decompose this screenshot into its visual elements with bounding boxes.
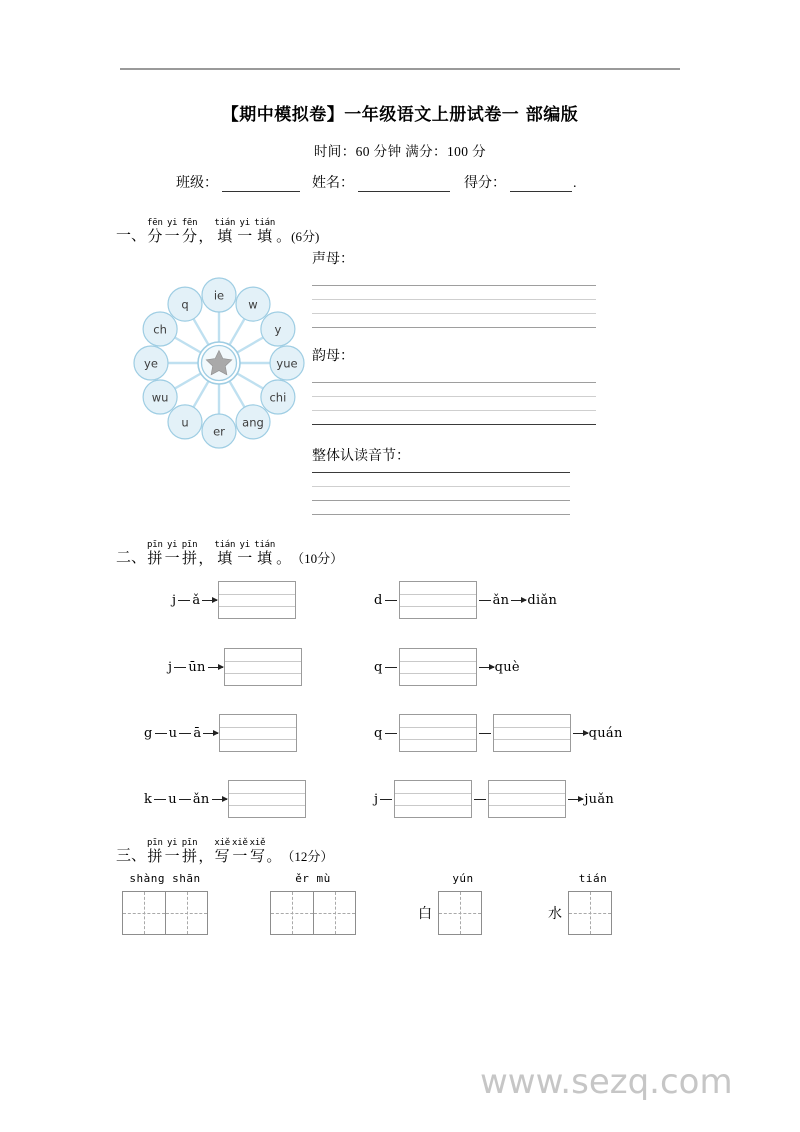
spell-row-1-right bbox=[374, 581, 557, 619]
answer-lines-whole-syllables[interactable] bbox=[312, 472, 570, 515]
exam-subtitle: 时间：60 分钟 满分：100 分 bbox=[313, 144, 487, 159]
spell-r4c2-result: juǎn bbox=[584, 791, 615, 807]
wheel-node-label: y bbox=[274, 322, 282, 337]
section-3-comma: ， bbox=[198, 849, 214, 865]
pinyin-answer-box[interactable] bbox=[224, 648, 302, 686]
spell-r2c1-initial: j bbox=[168, 659, 173, 675]
section-2-heading bbox=[116, 540, 343, 567]
spell-r1c2-result: diǎn bbox=[527, 592, 558, 608]
section-2-char-2: yi 一 bbox=[164, 540, 180, 567]
spell-dash bbox=[174, 667, 186, 668]
spell-dash bbox=[380, 799, 392, 800]
class-blank[interactable] bbox=[222, 178, 300, 192]
spell-r3c1-final: ā bbox=[193, 725, 202, 741]
wheel-node-label: ang bbox=[242, 415, 264, 430]
pinyin-wheel-diagram bbox=[128, 272, 310, 454]
write-item-2-pinyin: ěr mù bbox=[295, 872, 331, 885]
spell-r4c1-final: ǎn bbox=[192, 791, 210, 807]
write-item-1-grid-wrap bbox=[122, 891, 208, 935]
spell-row-4-right bbox=[374, 780, 614, 818]
pinyin-answer-box[interactable] bbox=[493, 714, 571, 752]
group-label-finals: 韵母： bbox=[312, 349, 354, 364]
tianzige-cell[interactable] bbox=[165, 892, 207, 934]
tianzige-cell[interactable] bbox=[123, 892, 165, 934]
spell-row-1-left bbox=[172, 581, 296, 619]
section-2-score: （10分） bbox=[291, 551, 344, 566]
spell-arrow bbox=[203, 733, 218, 734]
spell-r3c1-initial: g bbox=[144, 725, 153, 741]
spell-row-2-left bbox=[168, 648, 302, 686]
spell-dash bbox=[155, 733, 167, 734]
write-item-3-prefix: 白 bbox=[418, 906, 432, 922]
section-1-char-4: tián 填 bbox=[214, 218, 236, 245]
section-3-number: 三、 bbox=[116, 848, 147, 864]
write-item-2-grid-wrap bbox=[270, 891, 356, 935]
name-blank[interactable] bbox=[358, 178, 450, 192]
score-blank[interactable] bbox=[510, 178, 572, 192]
spell-r2c1-final: ūn bbox=[188, 659, 206, 675]
spell-dash bbox=[154, 799, 166, 800]
pinyin-answer-box[interactable] bbox=[399, 581, 477, 619]
wheel-node-ch[interactable] bbox=[143, 312, 177, 346]
section-1-char-3: fēn 分 bbox=[181, 218, 198, 245]
tianzige-grid[interactable] bbox=[568, 891, 612, 935]
spell-dash bbox=[479, 733, 491, 734]
section-2-char-4: tián 填 bbox=[214, 540, 236, 567]
wheel-node-label: u bbox=[181, 415, 189, 430]
write-item-3-grid-wrap bbox=[418, 891, 482, 935]
site-watermark: www.sezq.com bbox=[480, 1062, 733, 1102]
wheel-node-label: wu bbox=[151, 390, 169, 405]
wheel-node-u[interactable] bbox=[168, 405, 202, 439]
wheel-node-label: yue bbox=[276, 356, 298, 371]
wheel-node-chi[interactable] bbox=[261, 380, 295, 414]
write-item-4 bbox=[548, 872, 612, 935]
section-3-score: （12分） bbox=[281, 849, 334, 864]
spell-arrow bbox=[568, 799, 583, 800]
spell-dash bbox=[479, 600, 491, 601]
spell-dash bbox=[179, 733, 191, 734]
spell-arrow bbox=[212, 799, 227, 800]
spell-r4c2-initial: j bbox=[374, 791, 379, 807]
wheel-node-y[interactable] bbox=[261, 312, 295, 346]
spell-arrow bbox=[202, 600, 217, 601]
wheel-node-label: chi bbox=[269, 390, 287, 405]
section-2-char-6: tián 填 bbox=[254, 540, 276, 567]
pinyin-answer-box[interactable] bbox=[399, 714, 477, 752]
section-1-heading bbox=[116, 218, 319, 245]
wheel-node-yue[interactable] bbox=[270, 346, 304, 380]
tianzige-cell[interactable] bbox=[313, 892, 355, 934]
section-1-comma: ， bbox=[198, 229, 214, 245]
section-3-char-3: pīn 拼 bbox=[181, 838, 198, 865]
group-label-initials: 声母： bbox=[312, 252, 354, 267]
wheel-node-ang[interactable] bbox=[236, 405, 270, 439]
section-3-heading bbox=[116, 838, 333, 865]
tianzige-grid[interactable] bbox=[438, 891, 482, 935]
header-divider bbox=[120, 68, 680, 70]
spell-dash bbox=[178, 600, 190, 601]
section-2-char-3: pīn 拼 bbox=[181, 540, 198, 567]
pinyin-answer-box[interactable] bbox=[228, 780, 306, 818]
wheel-node-label: w bbox=[248, 297, 258, 312]
tianzige-cell[interactable] bbox=[569, 892, 611, 934]
write-item-4-prefix: 水 bbox=[548, 906, 562, 922]
wheel-node-label: ie bbox=[213, 288, 225, 303]
spell-r2c2-initial: q bbox=[374, 659, 383, 675]
wheel-svg bbox=[128, 272, 310, 454]
section-1-period: 。 bbox=[276, 229, 292, 245]
wheel-node-label: ch bbox=[153, 322, 167, 337]
name-label: 姓名： bbox=[312, 176, 354, 191]
tianzige-grid[interactable] bbox=[270, 891, 356, 935]
spell-arrow bbox=[208, 667, 223, 668]
spell-r1c1-final: ǎ bbox=[192, 592, 201, 608]
section-1-char-1: fēn 分 bbox=[147, 218, 163, 245]
spell-r3c1-medial: u bbox=[168, 725, 178, 741]
section-2-char-1: pīn 拼 bbox=[147, 540, 163, 567]
write-item-4-pinyin: tián bbox=[578, 872, 608, 885]
spell-row-3-right bbox=[374, 714, 623, 752]
section-1-score: (6分) bbox=[291, 229, 320, 244]
spell-arrow bbox=[479, 667, 494, 668]
trailing-dot: . bbox=[573, 176, 577, 191]
spell-row-2-right bbox=[374, 648, 520, 686]
score-label: 得分： bbox=[464, 176, 506, 191]
section-3-char-4: xiě 写 bbox=[214, 838, 231, 865]
section-2-number: 二、 bbox=[116, 550, 147, 566]
wheel-node-w[interactable] bbox=[236, 287, 270, 321]
wheel-node-er[interactable] bbox=[202, 414, 236, 448]
spell-r4c1-initial: k bbox=[144, 791, 153, 807]
write-item-2 bbox=[270, 872, 356, 935]
spell-row-4-left bbox=[144, 780, 306, 818]
answer-lines-finals[interactable] bbox=[312, 382, 596, 425]
spell-r1c1-initial: j bbox=[172, 592, 177, 608]
spell-dash bbox=[385, 733, 397, 734]
wheel-node-label: er bbox=[213, 424, 225, 439]
section-1-number: 一、 bbox=[116, 228, 147, 244]
section-3-char-5: xiě 一 bbox=[232, 838, 248, 865]
tianzige-grid[interactable] bbox=[122, 891, 208, 935]
spell-dash bbox=[385, 600, 397, 601]
section-1-char-6: tián 填 bbox=[254, 218, 276, 245]
spell-dash bbox=[385, 667, 397, 668]
write-item-4-grid-wrap bbox=[548, 891, 612, 935]
pinyin-answer-box[interactable] bbox=[488, 780, 566, 818]
spell-row-3-left bbox=[144, 714, 297, 752]
section-1-char-2: yi 一 bbox=[164, 218, 180, 245]
wheel-node-wu[interactable] bbox=[143, 380, 177, 414]
tianzige-cell[interactable] bbox=[439, 892, 481, 934]
group-label-whole-syllables: 整体认读音节： bbox=[312, 449, 410, 464]
pinyin-answer-box[interactable] bbox=[218, 581, 296, 619]
wheel-node-label: ye bbox=[144, 356, 158, 371]
section-3-period: 。 bbox=[266, 849, 282, 865]
spell-r4c1-medial: u bbox=[168, 791, 177, 807]
pinyin-answer-box[interactable] bbox=[219, 714, 297, 752]
section-2-char-5: yi 一 bbox=[237, 540, 253, 567]
class-label: 班级： bbox=[176, 176, 218, 191]
spell-r2c2-result: què bbox=[494, 659, 520, 675]
section-3-char-6: xiě 写 bbox=[249, 838, 266, 865]
section-2-comma: ， bbox=[198, 551, 214, 567]
wheel-node-ie[interactable] bbox=[202, 278, 236, 312]
wheel-node-label: q bbox=[181, 297, 189, 312]
pinyin-answer-box[interactable] bbox=[394, 780, 472, 818]
write-item-1 bbox=[122, 872, 208, 935]
spell-dash bbox=[179, 799, 191, 800]
section-2-period: 。 bbox=[276, 551, 292, 567]
spell-r3c2-result: quán bbox=[588, 725, 623, 741]
wheel-node-ye[interactable] bbox=[134, 346, 168, 380]
spell-r1c2-final: ǎn bbox=[492, 592, 510, 608]
write-item-3-pinyin: yún bbox=[452, 872, 474, 885]
section-3-char-2: yi 一 bbox=[164, 838, 180, 865]
tianzige-cell[interactable] bbox=[271, 892, 313, 934]
answer-lines-initials[interactable] bbox=[312, 285, 596, 328]
wheel-node-q[interactable] bbox=[168, 287, 202, 321]
spell-arrow bbox=[511, 600, 526, 601]
section-1-char-5: yi 一 bbox=[237, 218, 253, 245]
spell-r1c2-initial: d bbox=[374, 592, 383, 608]
student-info-line bbox=[176, 172, 636, 192]
write-item-1-pinyin: shàng shān bbox=[129, 872, 201, 885]
spell-dash bbox=[474, 799, 486, 800]
spell-r3c2-initial: q bbox=[374, 725, 383, 741]
write-item-3 bbox=[418, 872, 482, 935]
pinyin-answer-box[interactable] bbox=[399, 648, 477, 686]
page-title: 【期中模拟卷】一年级语文上册试卷一 部编版 bbox=[221, 105, 579, 125]
spell-arrow bbox=[573, 733, 588, 734]
section-3-char-1: pīn 拼 bbox=[147, 838, 163, 865]
